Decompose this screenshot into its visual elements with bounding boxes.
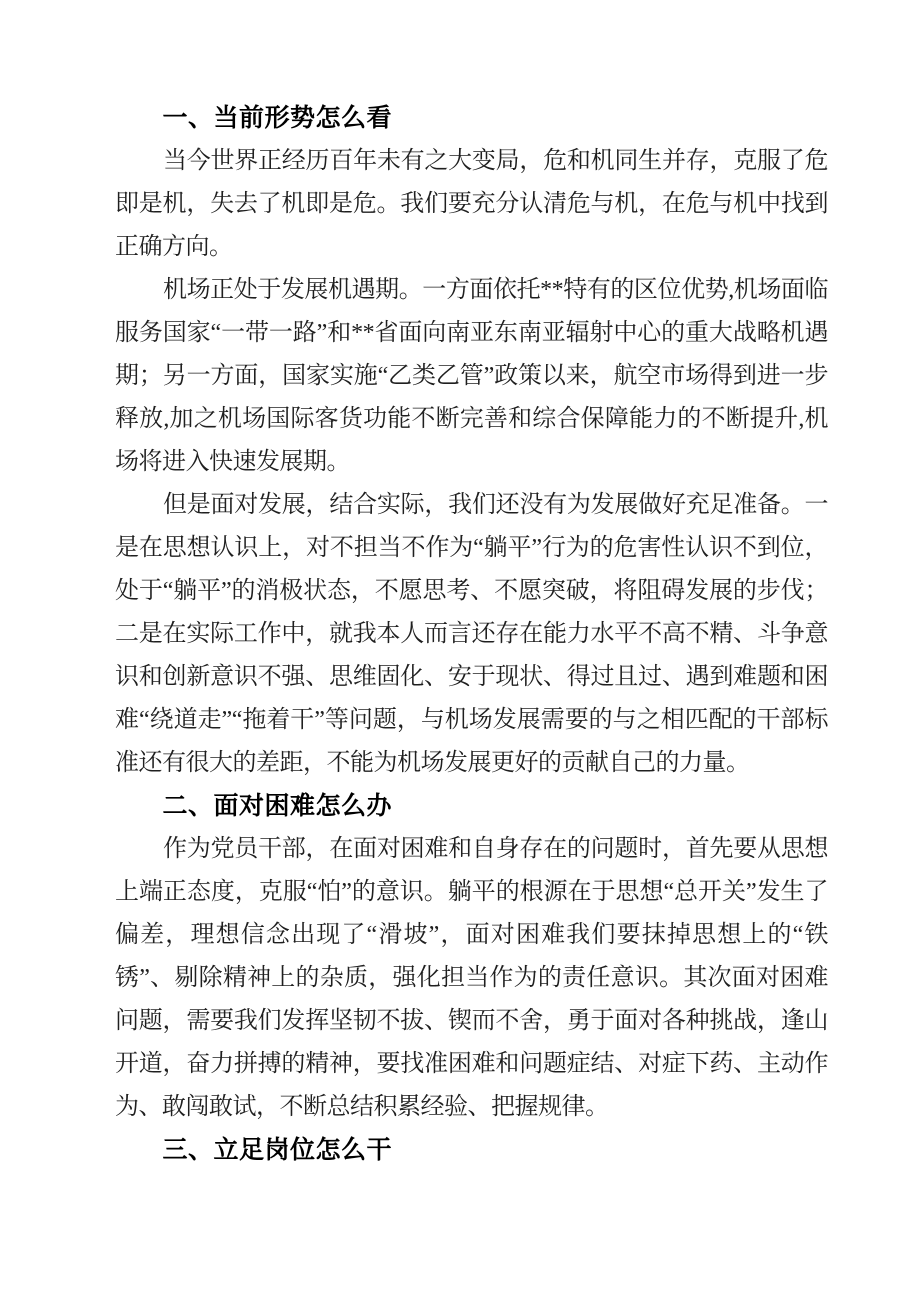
section-1-paragraph-1: 当今世界正经历百年未有之大变局，危和机同生并存，克服了危即是机，失去了机即是危。我们要充分认清危与机，在危与机中找到正确方向。 xyxy=(115,148,828,260)
section-heading-3: 三、立足岗位怎么干 xyxy=(162,1136,393,1164)
section-1-paragraph-2: 机场正处于发展机遇期。一方面依托**特有的区位优势,机场面临服务国家“一带一路”和**省面向南亚东南亚辐射中心的重大战略机遇期；另一方面，国家实施“乙类乙管”政策以来，航空市场得到进一步释放,加之机场国际客货功能不断完善和综合保障能力的不断提升,机场将进入快速发展期。 xyxy=(115,277,828,475)
section-heading-2: 二、面对困难怎么办 xyxy=(162,792,393,820)
section-1-paragraph-3: 但是面对发展，结合实际，我们还没有为发展做好充足准备。一是在思想认识上，对不担当不作为“躺平”行为的危害性认识不到位，处于“躺平”的消极状态，不愿思考、不愿突破，将阻碍发展的步伐；二是在实际工作中，就我本人而言还存在能力水平不高不精、斗争意识和创新意识不强、思维固化、安于现状、得过且过、遇到难题和困难“绕道走”“拖着干”等问题，与机场发展需要的与之相匹配的干部标准还有很大的差距，不能为机场发展更好的贡献自己的力量。 xyxy=(115,492,828,776)
section-heading-1: 一、当前形势怎么看 xyxy=(162,104,393,132)
section-2-paragraph-1: 作为党员干部，在面对困难和自身存在的问题时，首先要从思想上端正态度，克服“怕”的意识。躺平的根源在于思想“总开关”发生了偏差，理想信念出现了“滑坡”，面对困难我们要抹掉思想上的“铁锈”、剔除精神上的杂质，强化担当作为的责任意识。其次面对困难问题，需要我们发挥坚韧不拔、锲而不舍，勇于面对各种挑战，逢山开道，奋力拼搏的精神，要找准困难和问题症结、对症下药、主动作为、敢闯敢试，不断总结积累经验、把握规律。 xyxy=(115,836,828,1120)
